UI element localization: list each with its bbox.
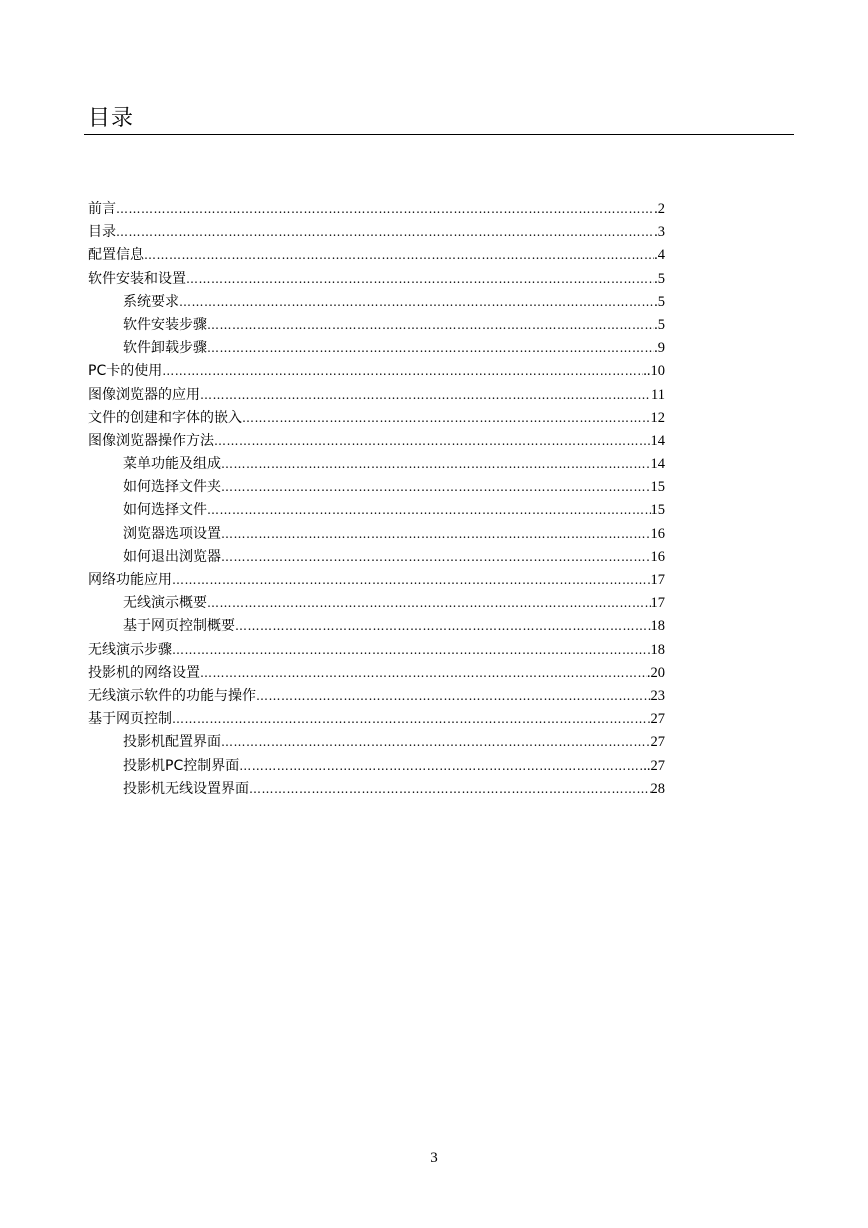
toc-dot-leader (172, 708, 651, 731)
toc-entry-page: .20 (646, 664, 665, 681)
toc-entry-label: 软件卸载步骤 (123, 340, 207, 357)
toc-dot-leader (116, 198, 654, 221)
toc-entry[interactable] (88, 314, 665, 337)
toc-entry[interactable] (88, 499, 665, 522)
toc-entry[interactable] (88, 430, 665, 453)
toc-entry-label: 系统要求 (123, 293, 179, 310)
toc-entry-page: 17 (650, 572, 665, 588)
toc-dot-leader (256, 685, 651, 708)
page-title: 目录 (88, 106, 135, 131)
toc-entry-label: 无线演示概要 (123, 595, 207, 612)
toc-dot-leader (116, 221, 654, 244)
toc-entry[interactable] (88, 360, 665, 383)
toc-entry[interactable] (88, 639, 665, 662)
toc-entry[interactable] (88, 731, 665, 754)
toc-dot-leader (200, 384, 651, 407)
toc-dot-leader (207, 499, 651, 522)
toc-entry-page: 11 (651, 386, 665, 403)
page-number: 3 (430, 1150, 438, 1166)
toc-entry-label: 菜单功能及组成 (123, 456, 221, 473)
toc-dot-leader (144, 244, 654, 267)
toc-dot-leader (221, 476, 651, 499)
toc-entry-page: .3 (654, 224, 665, 241)
toc-dot-leader (172, 639, 651, 662)
toc-entry-page: ..10 (643, 363, 665, 380)
toc-dot-leader (242, 407, 651, 430)
toc-dot-leader (235, 615, 651, 638)
toc-entry-page: 18 (650, 641, 665, 658)
toc-entry-label: 网络功能应用 (88, 572, 172, 588)
toc-entry-page: 16 (650, 525, 665, 542)
toc-entry-page: 16 (650, 548, 665, 565)
toc-entry[interactable] (88, 569, 665, 592)
toc-entry[interactable] (88, 268, 665, 291)
toc-dot-leader (249, 778, 651, 801)
toc-dot-leader (239, 755, 643, 778)
toc-dot-leader (200, 662, 647, 685)
toc-entry-label: 如何选择文件 (123, 502, 207, 519)
toc-entry-label: 图像浏览器的应用 (88, 386, 200, 403)
toc-dot-leader (207, 314, 654, 337)
toc-entry-page: .5 (654, 316, 665, 333)
toc-entry-page: 15 (650, 479, 665, 496)
toc-entry-label: 图像浏览器操作方法 (88, 432, 214, 449)
toc-entry-page: 14 (650, 432, 665, 449)
toc-entry-label: 基于网页控制概要 (123, 618, 235, 635)
toc-entry-page: .5 (654, 293, 665, 310)
toc-entry-page: ..27 (643, 757, 665, 774)
toc-entry[interactable] (88, 476, 665, 499)
toc-entry-label: 无线演示步骤 (88, 641, 172, 658)
toc-entry[interactable] (88, 662, 665, 685)
toc-dot-leader (221, 731, 651, 754)
toc-entry-label: 投影机配置界面 (123, 734, 221, 751)
toc-entry-page: 17 (650, 595, 665, 612)
toc-entry-label: 软件安装和设置 (88, 270, 186, 287)
toc-entry[interactable] (88, 523, 665, 546)
toc-dot-leader (221, 546, 651, 569)
toc-entry-page: 27 (650, 711, 665, 728)
toc-entry-label: 软件安装步骤 (123, 316, 207, 333)
toc-entry-page: 27 (650, 734, 665, 751)
toc-entry[interactable] (88, 291, 665, 314)
toc-entry-page: .9 (654, 340, 665, 357)
toc-entry[interactable] (88, 755, 665, 778)
toc-entry-label: 无线演示软件的功能与操作 (88, 687, 256, 704)
toc-entry[interactable] (88, 244, 665, 267)
toc-entry-label: 前言 (88, 201, 116, 217)
toc-entry[interactable] (88, 453, 665, 476)
title-divider (84, 134, 794, 135)
toc-entry-page: 12 (650, 409, 665, 426)
toc-entry-page: .2 (654, 201, 665, 217)
toc-dot-leader (179, 291, 654, 314)
toc-entry-label: 投影机PC控制界面 (123, 757, 240, 774)
toc-entry-page: 23 (650, 687, 665, 704)
toc-entry-label: 配置信息 (88, 247, 144, 264)
toc-entry-label: 投影机的网络设置 (88, 664, 200, 681)
toc-entry-label: 投影机无线设置界面 (123, 780, 249, 797)
toc-entry-label: 目录 (88, 224, 116, 241)
toc-entry[interactable] (88, 546, 665, 569)
toc-entry[interactable] (88, 778, 665, 801)
toc-entry[interactable] (88, 708, 665, 731)
toc-entry-page: 18 (650, 618, 665, 635)
toc-entry[interactable] (88, 685, 665, 708)
toc-dot-leader (186, 268, 654, 291)
toc-dot-leader (162, 360, 643, 383)
toc-dot-leader (221, 523, 651, 546)
toc-entry-page: 15 (650, 502, 665, 519)
toc-entry[interactable] (88, 221, 665, 244)
toc-entry-page: .5 (654, 270, 665, 287)
toc-entry[interactable] (88, 407, 665, 430)
toc-entry-label: 浏览器选项设置 (123, 525, 221, 542)
toc-entry[interactable] (88, 198, 665, 221)
toc-entry-page: 28 (650, 780, 665, 797)
toc-dot-leader (207, 592, 651, 615)
toc-entry[interactable] (88, 592, 665, 615)
toc-entry-label: 基于网页控制 (88, 711, 172, 728)
table-of-contents (88, 198, 665, 801)
toc-entry-page: 14 (650, 456, 665, 473)
toc-entry[interactable] (88, 337, 665, 360)
toc-entry-label: 如何退出浏览器 (123, 548, 221, 565)
toc-entry-page: .4 (654, 247, 665, 264)
toc-dot-leader (172, 569, 651, 592)
toc-dot-leader (214, 430, 651, 453)
toc-entry-label: 如何选择文件夹 (123, 479, 221, 496)
toc-dot-leader (207, 337, 654, 360)
toc-entry-label: 文件的创建和字体的嵌入 (88, 409, 242, 426)
toc-dot-leader (221, 453, 651, 476)
toc-entry[interactable] (88, 615, 665, 638)
toc-entry[interactable] (88, 384, 665, 407)
toc-entry-label: PC卡的使用 (88, 363, 163, 380)
